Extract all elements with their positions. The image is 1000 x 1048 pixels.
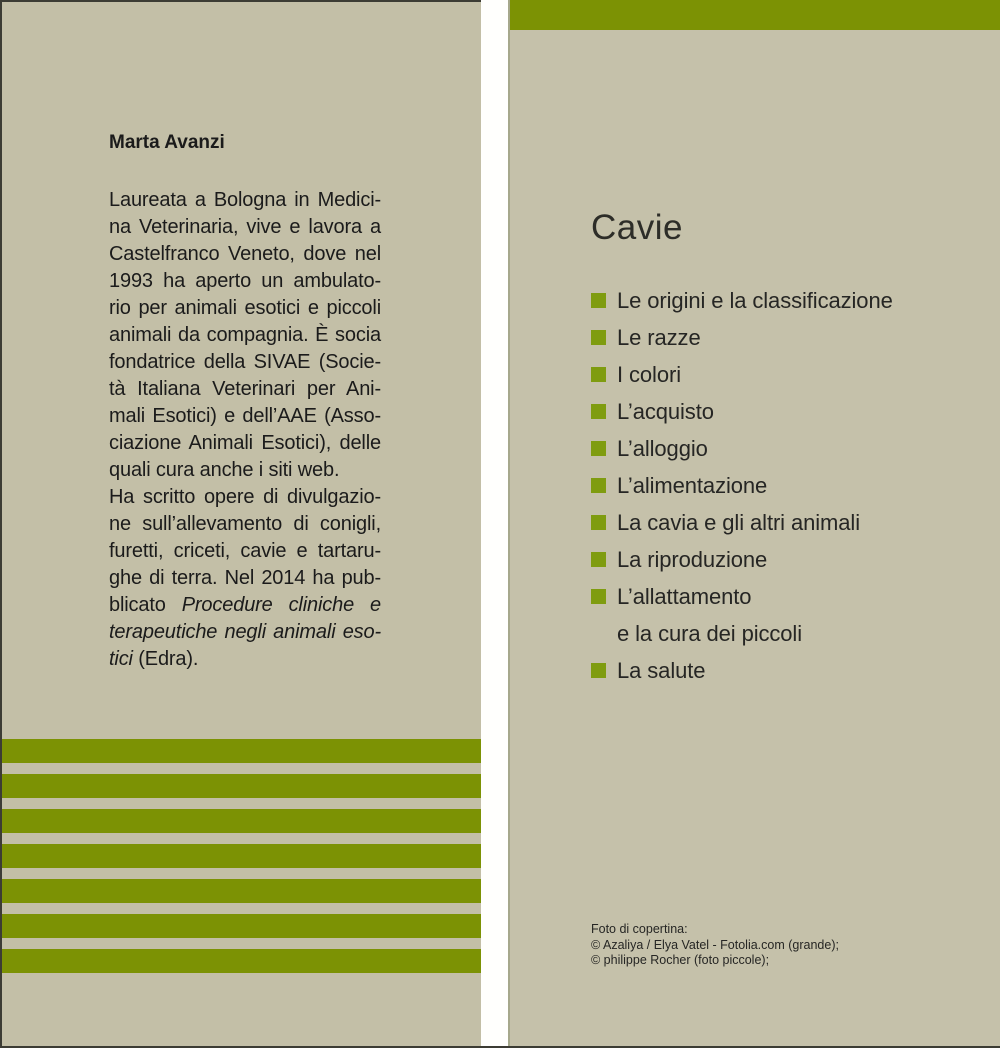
credit-line: © Azaliya / Elya Vatel - Fotolia.com (grande); — [591, 937, 839, 952]
toc-item — [591, 541, 893, 578]
bio-segment: tà Italiana Veterinari per Ani- — [109, 378, 381, 400]
bio-line — [109, 403, 381, 430]
toc-item-label: Le razze — [617, 324, 701, 350]
toc-item — [591, 467, 893, 504]
bio-line — [109, 241, 381, 268]
bio-line — [109, 268, 381, 295]
green-stripe — [2, 844, 483, 868]
bio-line — [109, 187, 381, 214]
bio-line — [109, 457, 381, 484]
author-name: Marta Avanzi — [109, 132, 225, 153]
top-green-band — [510, 0, 1000, 30]
toc-item — [591, 356, 893, 393]
toc-item-label: L’allattamento — [617, 583, 752, 609]
bio-segment: Castelfranco Veneto, dove nel — [109, 243, 381, 265]
toc-item — [591, 393, 893, 430]
square-bullet-icon — [591, 404, 606, 419]
right-flap-panel — [508, 0, 1000, 1048]
square-bullet-icon — [591, 478, 606, 493]
stripe-pattern — [2, 739, 483, 973]
bio-segment: na Veterinaria, vive e lavora a — [109, 216, 381, 238]
square-bullet-icon — [591, 367, 606, 382]
toc-item-label: La cavia e gli altri animali — [617, 509, 860, 535]
bio-italic-segment: terapeutiche negli animali eso- — [109, 621, 381, 643]
toc-item-label: e la cura dei piccoli — [617, 620, 802, 646]
green-stripe — [2, 739, 483, 763]
bio-segment: (Edra). — [132, 648, 199, 670]
bio-line — [109, 349, 381, 376]
panel-gutter — [481, 0, 508, 1048]
toc-item — [591, 615, 893, 652]
toc-item — [591, 282, 893, 319]
bio-line — [109, 565, 381, 592]
green-stripe — [2, 774, 483, 798]
bio-segment: quali cura anche i siti web. — [109, 459, 340, 481]
bio-segment: Ha scritto opere di divulgazio- — [109, 486, 381, 508]
toc-item-label: Le origini e la classificazione — [617, 287, 893, 313]
square-bullet-icon — [591, 515, 606, 530]
bio-segment: ghe di terra. Nel 2014 ha pub- — [109, 567, 381, 589]
credit-line: Foto di copertina: — [591, 922, 688, 936]
toc-item-label: I colori — [617, 361, 681, 387]
bio-line — [109, 295, 381, 322]
table-of-contents — [591, 282, 893, 689]
credit-line: © philippe Rocher (foto piccole); — [591, 953, 770, 968]
green-stripe — [2, 809, 483, 833]
bio-line — [109, 619, 381, 646]
bio-segment: ciazione Animali Esotici), delle — [109, 432, 381, 454]
bio-line — [109, 376, 381, 403]
bio-segment: blicato — [109, 594, 182, 616]
toc-item-label: L’acquisto — [617, 398, 714, 424]
bio-line — [109, 214, 381, 241]
book-title: Cavie — [591, 208, 683, 247]
green-stripe — [2, 949, 483, 973]
bio-segment: 1993 ha aperto un ambulato- — [109, 270, 381, 292]
toc-item-label: L’alloggio — [617, 435, 708, 461]
bio-line — [109, 430, 381, 457]
bio-segment: Laureata a Bologna in Medici- — [109, 189, 381, 211]
bio-italic-segment: Procedure cliniche e — [181, 594, 382, 616]
toc-item — [591, 578, 893, 615]
bio-line — [109, 511, 381, 538]
toc-item — [591, 319, 893, 356]
toc-item-label: La salute — [617, 657, 706, 683]
author-bio — [109, 187, 381, 673]
square-bullet-icon — [591, 663, 606, 678]
square-bullet-icon — [591, 293, 606, 308]
toc-item-label: La riproduzione — [617, 546, 768, 572]
square-bullet-icon — [591, 330, 606, 345]
bio-segment: mali Esotici) e dell’AAE (Asso- — [109, 405, 381, 427]
toc-item — [591, 652, 893, 689]
bio-segment: ne sull’allevamento di conigli, — [109, 513, 381, 535]
toc-item-label: L’alimentazione — [617, 472, 768, 498]
left-flap-panel — [0, 0, 481, 1048]
bio-line — [109, 484, 381, 511]
toc-item — [591, 430, 893, 467]
bio-segment: furetti, criceti, cavie e tartaru- — [109, 540, 381, 562]
bio-line — [109, 646, 381, 673]
green-stripe — [2, 879, 483, 903]
bio-segment: rio per animali esotici e piccoli — [109, 297, 381, 319]
bio-segment: fondatrice della SIVAE (Socie- — [109, 351, 381, 373]
square-bullet-icon — [591, 589, 606, 604]
bio-line — [109, 592, 381, 619]
bio-segment: animali da compagnia. È socia — [109, 324, 381, 346]
bio-line — [109, 322, 381, 349]
bio-line — [109, 538, 381, 565]
square-bullet-icon — [591, 441, 606, 456]
bio-italic-segment: tici — [109, 648, 133, 670]
toc-item — [591, 504, 893, 541]
square-bullet-icon — [591, 552, 606, 567]
green-stripe — [2, 914, 483, 938]
photo-credits — [591, 922, 839, 969]
